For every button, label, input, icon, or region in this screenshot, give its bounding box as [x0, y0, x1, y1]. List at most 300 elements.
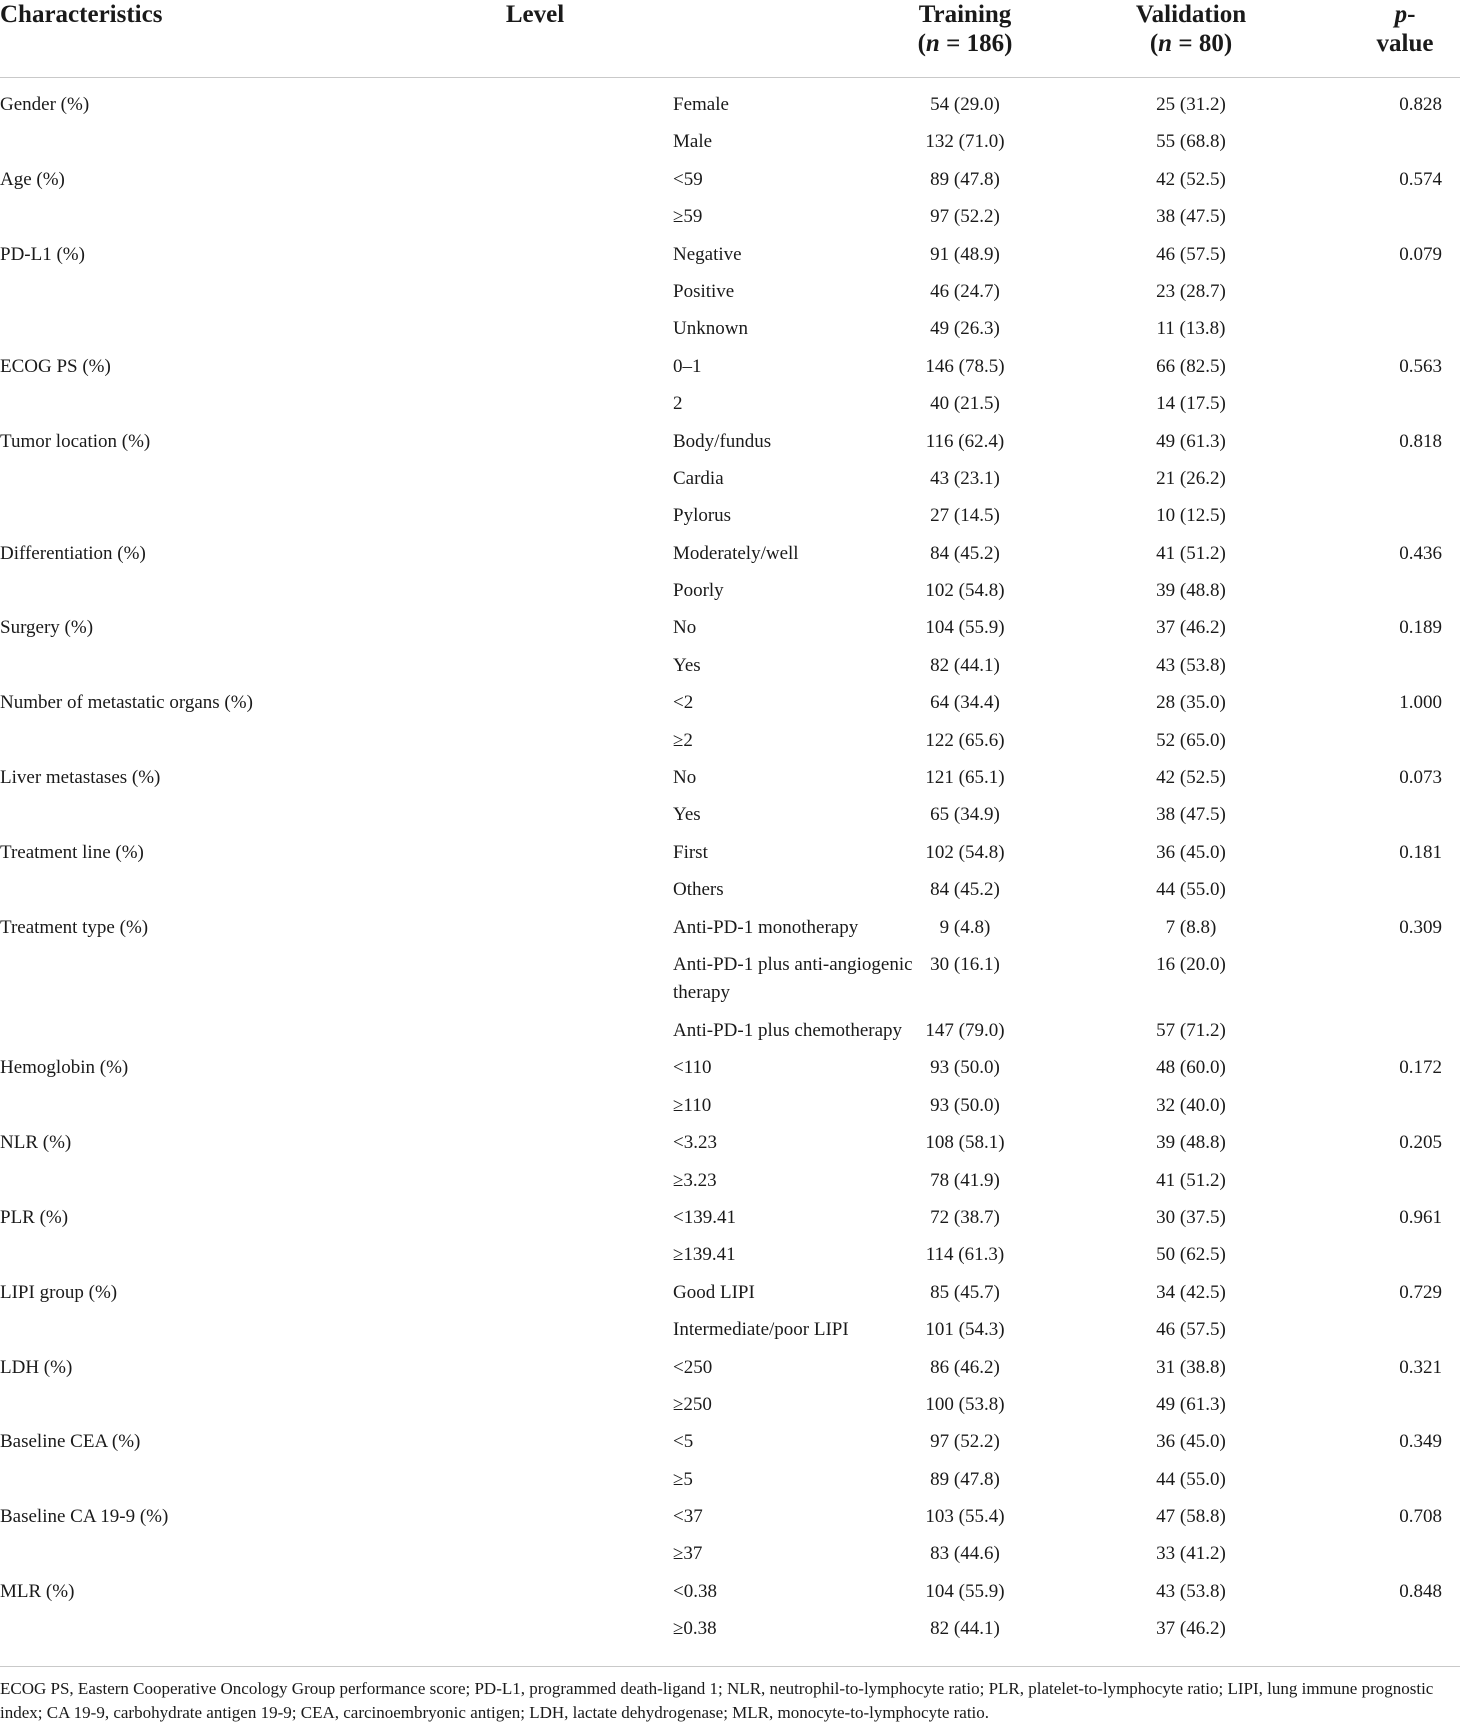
cell-characteristic: [0, 199, 260, 236]
cell-p-value: [1310, 87, 1460, 124]
cell-training-text: 89 (47.8): [930, 1468, 1000, 1490]
cell-p-value-text: 0.205: [1399, 1132, 1442, 1154]
cell-level: [260, 311, 810, 348]
cell-validation-text: 34 (42.5): [1156, 1281, 1226, 1303]
header-row: [0, 0, 1460, 77]
cell-p-value: [1310, 311, 1460, 348]
cell-p-value-text: 0.172: [1399, 1057, 1442, 1079]
cell-p-value: [1310, 1499, 1460, 1536]
table-row: [0, 1611, 1460, 1648]
cell-level-text: <59: [673, 168, 703, 190]
cell-level: [260, 947, 913, 1013]
cell-training-text: 54 (29.0): [930, 94, 1000, 115]
cell-level: [260, 237, 810, 274]
cell-level: [260, 610, 810, 647]
header-training-count: = 186): [939, 30, 1013, 57]
cell-characteristic-text: Gender (%): [0, 94, 90, 115]
cell-training-text: 101 (54.3): [925, 1319, 1005, 1341]
header-p-italic: p: [1394, 1, 1408, 28]
cell-characteristic: [0, 1013, 260, 1050]
cell-level-text: ≥2: [673, 729, 693, 751]
cell-validation: [1060, 1424, 1310, 1461]
cell-validation-text: 21 (26.2): [1156, 467, 1226, 489]
cell-training-text: 97 (52.2): [930, 1431, 1000, 1453]
table-row: [0, 1013, 1460, 1050]
table-row: [0, 1050, 1460, 1087]
table-row: [0, 536, 1460, 573]
cell-training-text: 93 (50.0): [930, 1057, 1000, 1079]
cell-training-text: 84 (45.2): [930, 542, 1000, 564]
cell-characteristic-text: Age (%): [0, 168, 65, 190]
cell-training-text: 122 (65.6): [925, 729, 1005, 751]
cell-validation-text: 52 (65.0): [1156, 729, 1226, 751]
header-validation: Validation (n = 80): [1060, 0, 1310, 77]
cell-p-value: [1310, 573, 1460, 610]
cell-level: [260, 386, 810, 423]
cell-level-text: ≥139.41: [673, 1244, 736, 1266]
cell-training-text: 46 (24.7): [930, 280, 1000, 302]
cell-validation-text: 66 (82.5): [1156, 355, 1226, 377]
cell-validation: [1060, 723, 1310, 760]
cell-level: [260, 797, 810, 834]
cell-level: [260, 1424, 810, 1461]
cell-characteristic-text: Baseline CA 19-9 (%): [0, 1506, 169, 1528]
cell-level: [260, 872, 810, 909]
cell-validation: [1060, 797, 1310, 834]
cell-characteristic: [0, 237, 260, 274]
cell-level: [260, 461, 810, 498]
cell-validation: [1060, 910, 1310, 947]
table-row: [0, 311, 1460, 348]
cell-p-value: [1310, 1462, 1460, 1499]
spacer-cell: [0, 77, 1460, 87]
cell-p-value-text: 0.079: [1399, 243, 1442, 265]
table-row: [0, 162, 1460, 199]
cell-p-value: [1310, 1200, 1460, 1237]
cell-characteristic: [0, 536, 260, 573]
cell-p-value-text: 0.729: [1399, 1281, 1442, 1303]
cell-validation-text: 47 (58.8): [1156, 1506, 1226, 1528]
table-row: [0, 1574, 1460, 1611]
cell-training-text: 82 (44.1): [930, 1618, 1000, 1640]
table-row: [0, 1088, 1460, 1125]
cell-level-text: Yes: [673, 654, 701, 676]
cell-p-value-text: 0.574: [1399, 168, 1442, 190]
cell-p-value: [1310, 723, 1460, 760]
cell-validation: [1060, 1163, 1310, 1200]
header-training: Training (n = 186): [810, 0, 1060, 77]
cell-validation-text: 41 (51.2): [1156, 542, 1226, 564]
cell-validation-text: 38 (47.5): [1156, 804, 1226, 826]
cell-characteristic: [0, 87, 260, 124]
cell-validation: [1060, 1536, 1310, 1573]
cell-level: [260, 1536, 810, 1573]
cell-training-text: 84 (45.2): [930, 879, 1000, 901]
cell-characteristic: [0, 1312, 260, 1349]
cell-p-value: [1310, 124, 1460, 161]
cell-training-text: 40 (21.5): [930, 393, 1000, 415]
cell-level: [260, 573, 810, 610]
cell-validation-text: 32 (40.0): [1156, 1094, 1226, 1116]
cell-p-value: [1310, 424, 1460, 461]
cell-p-value: [1310, 947, 1460, 1013]
header-validation-n: n: [1158, 30, 1173, 57]
cell-level-text: Male: [673, 131, 713, 153]
cell-level-text: <250: [673, 1356, 713, 1378]
cell-validation: [1060, 1050, 1310, 1087]
table-row: [0, 573, 1460, 610]
cell-level-text: <3.23: [673, 1132, 717, 1154]
header-training-title: Training: [918, 1, 1012, 28]
cell-level: [260, 498, 810, 535]
cell-level-text: <5: [673, 1431, 694, 1453]
header-p-value: [1310, 0, 1460, 77]
cell-validation-text: 38 (47.5): [1156, 206, 1226, 228]
cell-characteristic-text: ECOG PS (%): [0, 355, 111, 377]
cell-p-value-text: 0.961: [1399, 1206, 1442, 1228]
cell-validation-text: 39 (48.8): [1156, 580, 1226, 602]
cell-level-text: Negative: [673, 243, 742, 265]
cell-characteristic-text: LIPI group (%): [0, 1281, 118, 1303]
cell-validation-text: 11 (13.8): [1156, 318, 1226, 340]
cell-validation: [1060, 685, 1310, 722]
cell-p-value-text: 0.073: [1399, 767, 1442, 789]
cell-training-text: 49 (26.3): [930, 318, 1000, 340]
table-row: [0, 947, 1460, 1013]
cell-training-text: 104 (55.9): [925, 1580, 1005, 1602]
cell-p-value: [1310, 797, 1460, 834]
table-row: [0, 424, 1460, 461]
cell-validation: [1060, 1237, 1310, 1274]
cell-level: [260, 723, 810, 760]
cell-validation-text: 43 (53.8): [1156, 1580, 1226, 1602]
cell-p-value: [1310, 1237, 1460, 1274]
cell-p-value: [1310, 274, 1460, 311]
header-training-n: n: [925, 30, 940, 57]
cell-p-value: [1310, 1350, 1460, 1387]
cell-characteristic-text: Treatment line (%): [0, 841, 144, 863]
table-row: [0, 1125, 1460, 1162]
table-body: [0, 77, 1460, 1649]
cell-p-value-text: 0.848: [1399, 1580, 1442, 1602]
cell-p-value-text: 0.321: [1399, 1356, 1442, 1378]
cell-characteristic: [0, 723, 260, 760]
table-row: [0, 1387, 1460, 1424]
cell-p-value-text: 0.708: [1399, 1506, 1442, 1528]
cell-level: [260, 648, 810, 685]
cell-characteristic: [0, 1536, 260, 1573]
table-row: [0, 1424, 1460, 1461]
cell-p-value: [1310, 1013, 1460, 1050]
cell-p-value: [1310, 1275, 1460, 1312]
cell-characteristic: [0, 498, 260, 535]
cell-validation: [1060, 274, 1310, 311]
cell-p-value: [1310, 1424, 1460, 1461]
cell-p-value-text: 0.563: [1399, 355, 1442, 377]
cell-p-value: [1310, 835, 1460, 872]
cell-characteristic-text: PD-L1 (%): [0, 243, 85, 265]
cell-training-text: 116 (62.4): [925, 430, 1005, 452]
cell-characteristic: [0, 1050, 260, 1087]
cell-characteristic-text: Number of metastatic organs (%): [0, 692, 253, 714]
cell-validation-text: 33 (41.2): [1156, 1543, 1226, 1565]
cell-validation: [1060, 237, 1310, 274]
cell-validation: [1060, 386, 1310, 423]
cell-characteristic: [0, 349, 260, 386]
spacer-row: [0, 77, 1460, 87]
cell-characteristic: [0, 461, 260, 498]
cell-level-text: 0–1: [673, 355, 702, 377]
cell-training-text: 97 (52.2): [930, 206, 1000, 228]
cell-characteristic: [0, 910, 260, 947]
cell-characteristic: [0, 648, 260, 685]
cell-training-text: 9 (4.8): [939, 916, 991, 938]
cell-validation: [1060, 648, 1310, 685]
cell-validation-text: 49 (61.3): [1156, 430, 1226, 452]
cell-validation: [1060, 1387, 1310, 1424]
cell-validation-text: 57 (71.2): [1156, 1019, 1226, 1041]
cell-level-text: Pylorus: [673, 505, 732, 527]
cell-p-value: [1310, 1125, 1460, 1162]
cell-level-text: ≥37: [673, 1543, 703, 1565]
cell-level: [260, 1611, 810, 1648]
cell-level-text: ≥0.38: [673, 1618, 717, 1640]
cell-validation: [1060, 947, 1310, 1013]
cell-validation: [1060, 610, 1310, 647]
cell-validation: [1060, 1275, 1310, 1312]
table-row: [0, 723, 1460, 760]
cell-characteristic: [0, 162, 260, 199]
table-row: [0, 274, 1460, 311]
cell-validation-text: 7 (8.8): [1165, 916, 1217, 938]
cell-level-text: Body/fundus: [673, 430, 772, 452]
cell-characteristic: [0, 760, 260, 797]
cell-characteristic: [0, 1574, 260, 1611]
cell-p-value: [1310, 536, 1460, 573]
cell-validation: [1060, 1350, 1310, 1387]
cell-level: [260, 1574, 810, 1611]
cell-training-text: 102 (54.8): [925, 580, 1005, 602]
cell-level: [260, 835, 810, 872]
cell-validation: [1060, 1312, 1310, 1349]
cell-validation: [1060, 1499, 1310, 1536]
cell-validation: [1060, 1013, 1310, 1050]
table-row: [0, 1275, 1460, 1312]
table-row: [0, 1350, 1460, 1387]
cell-training-text: 72 (38.7): [930, 1206, 1000, 1228]
cell-level: [260, 274, 810, 311]
table-row: [0, 1499, 1460, 1536]
cell-validation-text: 30 (37.5): [1156, 1206, 1226, 1228]
cell-p-value: [1310, 1163, 1460, 1200]
cell-characteristic-text: MLR (%): [0, 1580, 75, 1602]
cell-training-text: 121 (65.1): [925, 767, 1005, 789]
cell-validation-text: 49 (61.3): [1156, 1393, 1226, 1415]
cell-characteristic: [0, 1499, 260, 1536]
cell-validation-text: 25 (31.2): [1156, 94, 1226, 115]
cell-characteristic: [0, 1237, 260, 1274]
table-row: [0, 1237, 1460, 1274]
cell-level: [260, 1013, 903, 1050]
cell-level: [260, 1050, 810, 1087]
cell-characteristic: [0, 947, 260, 1013]
cell-p-value: [1310, 199, 1460, 236]
cell-characteristic-text: Hemoglobin (%): [0, 1057, 129, 1079]
cell-level: [260, 1125, 810, 1162]
header-p-value-text: value: [1376, 30, 1434, 57]
cell-level: [260, 1088, 810, 1125]
cell-level: [260, 1237, 810, 1274]
cell-characteristic: [0, 1275, 260, 1312]
cell-level: [260, 1275, 810, 1312]
cell-p-value: [1310, 760, 1460, 797]
cell-characteristic: [0, 610, 260, 647]
cell-training-text: 100 (53.8): [925, 1393, 1005, 1415]
table-row: [0, 835, 1460, 872]
cell-level-text: No: [673, 617, 697, 639]
table-row: [0, 1536, 1460, 1573]
table-row: [0, 199, 1460, 236]
cell-p-value: [1310, 872, 1460, 909]
cell-validation: [1060, 424, 1310, 461]
cell-validation-text: 28 (35.0): [1156, 692, 1226, 714]
cell-characteristic-text: Baseline CEA (%): [0, 1431, 141, 1453]
cell-p-value: [1310, 1611, 1460, 1648]
cell-training-text: 93 (50.0): [930, 1094, 1000, 1116]
cell-level-text: No: [673, 767, 697, 789]
cell-p-value: [1310, 685, 1460, 722]
cell-characteristic-text: Liver metastases (%): [0, 767, 161, 789]
cell-characteristic: [0, 311, 260, 348]
cell-level-text: ≥3.23: [673, 1169, 717, 1191]
cell-validation-text: 48 (60.0): [1156, 1057, 1226, 1079]
cell-validation: [1060, 349, 1310, 386]
cell-characteristic-text: NLR (%): [0, 1132, 72, 1154]
cell-level-text: Female: [673, 94, 729, 115]
cell-level-text: First: [673, 841, 708, 863]
table-row: [0, 124, 1460, 161]
cell-validation-text: 14 (17.5): [1156, 393, 1226, 415]
cell-level: [260, 1499, 810, 1536]
cell-characteristic-text: Differentiation (%): [0, 542, 146, 564]
table-row: [0, 386, 1460, 423]
cell-characteristic-text: Surgery (%): [0, 617, 94, 639]
cell-characteristic: [0, 872, 260, 909]
table-header: [0, 0, 1460, 77]
cell-characteristic: [0, 274, 260, 311]
cell-level-text: Intermediate/poor LIPI: [673, 1319, 849, 1341]
cell-training-text: 78 (41.9): [930, 1169, 1000, 1191]
cell-validation-text: 39 (48.8): [1156, 1132, 1226, 1154]
table-row: [0, 797, 1460, 834]
cell-training-text: 64 (34.4): [930, 692, 1000, 714]
cell-characteristic: [0, 1163, 260, 1200]
cell-characteristic: [0, 1424, 260, 1461]
cell-training-text: 132 (71.0): [925, 131, 1005, 153]
cell-p-value-text: 0.818: [1399, 430, 1442, 452]
cell-validation: [1060, 1574, 1310, 1611]
cell-characteristic: [0, 1387, 260, 1424]
table-row: [0, 1312, 1460, 1349]
cell-validation-text: 46 (57.5): [1156, 1319, 1226, 1341]
header-level: [260, 0, 810, 77]
cell-p-value: [1310, 1050, 1460, 1087]
cell-p-value: [1310, 349, 1460, 386]
cell-p-value: [1310, 386, 1460, 423]
table-row: [0, 1462, 1460, 1499]
cell-characteristic-text: Treatment type (%): [0, 916, 149, 938]
cell-validation-text: 44 (55.0): [1156, 1468, 1226, 1490]
cell-characteristic: [0, 1462, 260, 1499]
cell-validation: [1060, 162, 1310, 199]
cell-validation: [1060, 461, 1310, 498]
cell-level-text: ≥110: [673, 1094, 712, 1116]
cell-validation-text: 36 (45.0): [1156, 841, 1226, 863]
table-row: [0, 760, 1460, 797]
cell-level: [260, 87, 810, 124]
cell-level-text: Anti-PD-1 monotherapy: [673, 916, 859, 938]
table-row: [0, 237, 1460, 274]
cell-training-text: 82 (44.1): [930, 654, 1000, 676]
cell-training-text: 147 (79.0): [925, 1019, 1005, 1041]
table-row: [0, 1163, 1460, 1200]
cell-p-value: [1310, 1312, 1460, 1349]
table-row: [0, 1200, 1460, 1237]
table-footnote: ECOG PS, Eastern Cooperative Oncology Group performance score; PD-L1, programmed death-ligand 1; NLR, neutrophil-to-lymphocyte ratio; PLR, platelet-to-lymphocyte ratio; LIPI, lung immune prognostic index; CA 19-9, carbohydrate antigen 19-9; CEA, carcinoembryonic antigen; LDH, lactate dehydrogenase; MLR, monocyte-to-lymphocyte ratio.: [0, 1666, 1460, 1725]
cell-training-text: 89 (47.8): [930, 168, 1000, 190]
cell-validation: [1060, 872, 1310, 909]
cell-characteristic-text: LDH (%): [0, 1356, 73, 1378]
cell-p-value-text: 0.828: [1399, 94, 1442, 115]
cell-level-text: Good LIPI: [673, 1281, 755, 1303]
table-row: [0, 648, 1460, 685]
cell-p-value: [1310, 1088, 1460, 1125]
cell-validation-text: 36 (45.0): [1156, 1431, 1226, 1453]
table-row: [0, 498, 1460, 535]
cell-level: [260, 124, 810, 161]
cell-p-value-text: 0.181: [1399, 841, 1442, 863]
cell-validation-text: 16 (20.0): [1156, 953, 1226, 975]
table-row: [0, 872, 1460, 909]
cell-characteristic-text: Tumor location (%): [0, 430, 151, 452]
cell-p-value-text: 1.000: [1399, 692, 1442, 714]
cell-validation: [1060, 498, 1310, 535]
cell-level-text: Anti-PD-1 plus chemotherapy: [673, 1019, 903, 1041]
cell-validation: [1060, 573, 1310, 610]
cell-training-text: 91 (48.9): [930, 243, 1000, 265]
cell-level: [260, 1350, 810, 1387]
cell-validation-text: 42 (52.5): [1156, 767, 1226, 789]
cell-p-value: [1310, 1574, 1460, 1611]
cell-p-value-text: 0.189: [1399, 617, 1442, 639]
cell-training-text: 27 (14.5): [930, 505, 1000, 527]
cell-p-value-text: 0.309: [1399, 916, 1442, 938]
cell-validation: [1060, 1462, 1310, 1499]
cell-characteristic: [0, 573, 260, 610]
cell-level-text: Positive: [673, 280, 735, 302]
cell-level-text: <110: [673, 1057, 712, 1079]
cell-characteristic: [0, 1200, 260, 1237]
cell-p-value: [1310, 610, 1460, 647]
cell-characteristic: [0, 835, 260, 872]
cell-training-text: 43 (23.1): [930, 467, 1000, 489]
cell-p-value: [1310, 162, 1460, 199]
cell-level: [260, 1462, 810, 1499]
cell-validation: [1060, 1125, 1310, 1162]
cell-level-text: Cardia: [673, 467, 724, 489]
cell-validation: [1060, 1088, 1310, 1125]
cell-validation: [1060, 835, 1310, 872]
